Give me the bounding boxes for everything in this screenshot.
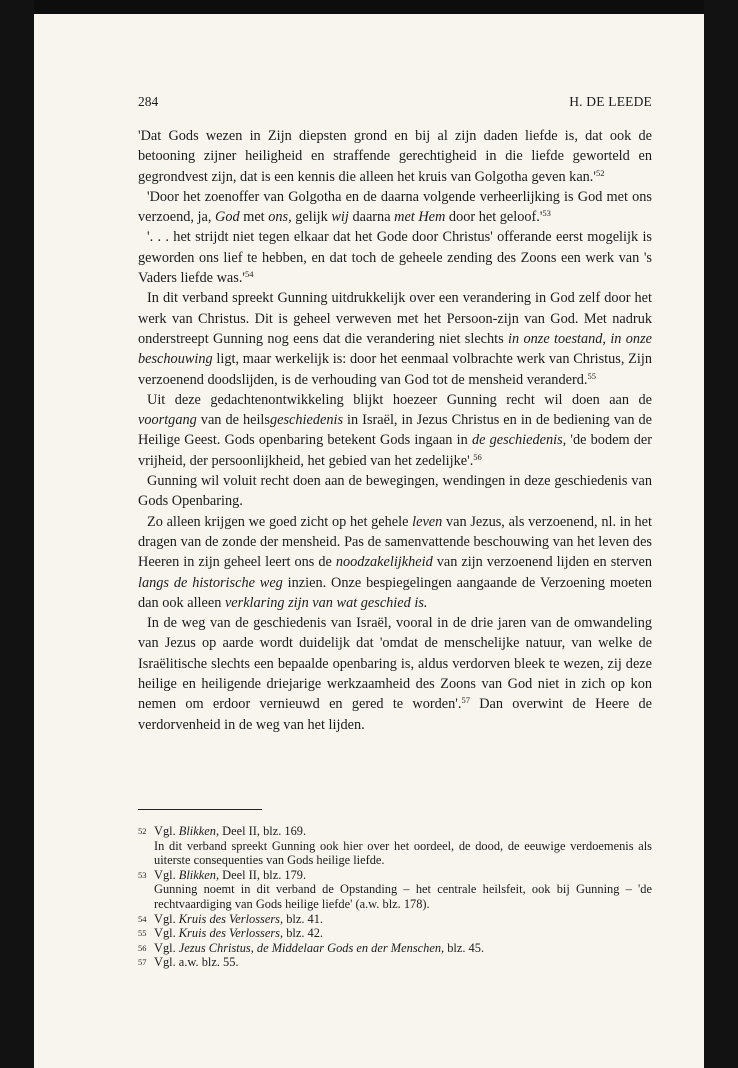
- footnotes: [138, 824, 652, 970]
- footnote-ref-56[interactable]: 56: [473, 451, 482, 462]
- running-head: H. DE LEEDE: [569, 94, 652, 109]
- footnote-52: 52 Vgl. Blikken, Deel II, blz. 169. In dit verband spreekt Gunning ook hier over het oordeel, de dood, de eeuwige verdoemenis als uiterste consequenties van Gods heilige liefde.: [138, 824, 652, 868]
- footnote-54: 54 Vgl. Kruis des Verlossers, blz. 41.: [138, 911, 324, 926]
- footnote-55: 55 Vgl. Kruis des Verlossers, blz. 42.: [138, 926, 324, 941]
- footnote-ref-52[interactable]: 52: [595, 167, 605, 178]
- paragraph-quote-1: 'Dat Gods wezen in Zijn diepsten grond en bij al zijn daden liefde is, dat ook de betooning zijner heiligheid en straffende gerechtigheid in die liefde geworteld en gegrondvest zijn, dat is een kennis die alleen het kruis van Golgotha geven kan.'$^{52}$: [138, 128, 652, 185]
- footnote-57: 57 Vgl. a.w. blz. 55.: [138, 955, 239, 970]
- paragraph-quote-3: '. . . het strijdt niet tegen elkaar dat het Gode door Christus' offerande eerst mogelijk is geworden ons lief te hebben, en dat toch de geheele zending des Zoons een werk van 's Vaders liefde was.'$^{54}$: [138, 229, 652, 287]
- paragraph-leven-van-jezus: Zo alleen krijgen we goed zicht op het gehele leven van Jezus, als verzoenend, nl. in het dragen van de zonde der mensheid. Pas de samenvattende beschouwing van het leven des Heeren in zijn geheel leert ons de noodzakelijkheid van zijn verzoenend lijden en sterven langs de historische weg inzien. Onze bespiegelingen aangaande de Verzoening moeten dan ook alleen verklaring zijn van wat geschied is.: [138, 513, 652, 611]
- paragraph-bewegingen: Gunning wil voluit recht doen aan de bewegingen, wendingen in deze geschiedenis van Gods Openbaring.: [138, 473, 652, 510]
- scan-border-top: [0, 0, 738, 14]
- footnote-ref-53[interactable]: 53: [542, 208, 551, 219]
- footnote-number: 57: [138, 957, 147, 968]
- footnote-56: 56 Vgl. Jezus Christus, de Middelaar Gods en der Menschen, blz. 45.: [138, 940, 485, 955]
- footnote-comment: Gunning noemt in dit verband de Opstanding – het centrale heilsfeit, ook bij Gunning – 'de rechtvaardiging van Gods heilige liefde' (a.w. blz. 178).: [154, 882, 652, 911]
- footnote-separator: [138, 809, 262, 810]
- body-text: [138, 126, 652, 735]
- paragraph-verandering: In dit verband spreekt Gunning uitdrukkelijk over een verandering in God zelf door het werk van Christus. Dit is geheel verweven met het Persoon-zijn van God. Met nadruk onderstreept Gunning nog eens dat die verandering niet slechts in onze toestand, in onze beschouwing ligt, maar werkelijk is: door het eenmaal volbrachte werk van Christus, Zijn verzoenend doodslijden, is de verhouding van God tot de mensheid veranderd.$^{55}$: [138, 290, 652, 388]
- page-number: 284: [138, 94, 159, 109]
- footnote-number: 55: [138, 928, 147, 939]
- footnote-number: 52: [138, 826, 147, 836]
- footnote-ref-54[interactable]: 54: [244, 269, 254, 280]
- footnote-ref-57[interactable]: 57: [461, 695, 470, 706]
- footnote-53: 53 Vgl. Blikken, Deel II, blz. 179. Gunning noemt in dit verband de Opstanding – het centrale heilsfeit, ook bij Gunning – 'de rechtvaardiging van Gods heilige liefde' (a.w. blz. 178).: [138, 867, 652, 911]
- paragraph-voortgang: Uit deze gedachtenontwikkeling blijkt hoezeer Gunning recht wil doen aan de voortgang van de heilsgeschiedenis in Israël, in Jezus Christus en in de bediening van de Heilige Geest. Gods openbaring betekent Gods ingaan in de geschiedenis, 'de bodem der vrijheid, der persoonlijkheid, het gebied van het zedelijke'.$^{56}$: [138, 391, 652, 469]
- scan-border-left: [0, 0, 34, 1068]
- paragraph-israel: In de weg van de geschiedenis van Israël, vooral in de drie jaren van de omwandeling van Jezus op aarde wordt duidelijk dat 'omdat de menschelijke natuur, van welke de Israëlitische slechts een bepaalde openbaring is, aldus verdorven bleek te wezen, zij deze heilige en heiligende driejarige werkzaamheid des Zoons van God niet in zich op kon nemen om erdoor vernieuwd en gered te worden'.$^{57}$ Dan overwint de Heere de verdorvenheid in de weg van het lijden.: [138, 615, 652, 733]
- paragraph-quote-2: 'Door het zoenoffer van Golgotha en de daarna volgende verheerlijking is God met ons verzoend, ja, God met ons, gelijk wij daarna met Hem door het geloof.'$^{53}$: [138, 188, 652, 226]
- footnote-number: 54: [138, 913, 147, 924]
- scan-border-right: [704, 0, 738, 1068]
- footnote-comment: In dit verband spreekt Gunning ook hier over het oordeel, de dood, de eeuwige verdoemenis als uiterste consequenties van Gods heilige liefde.: [154, 838, 652, 868]
- page-header: [138, 94, 652, 114]
- footnote-number: 56: [138, 942, 147, 953]
- footnote-ref-55[interactable]: 55: [587, 370, 596, 381]
- footnote-number: 53: [138, 869, 147, 880]
